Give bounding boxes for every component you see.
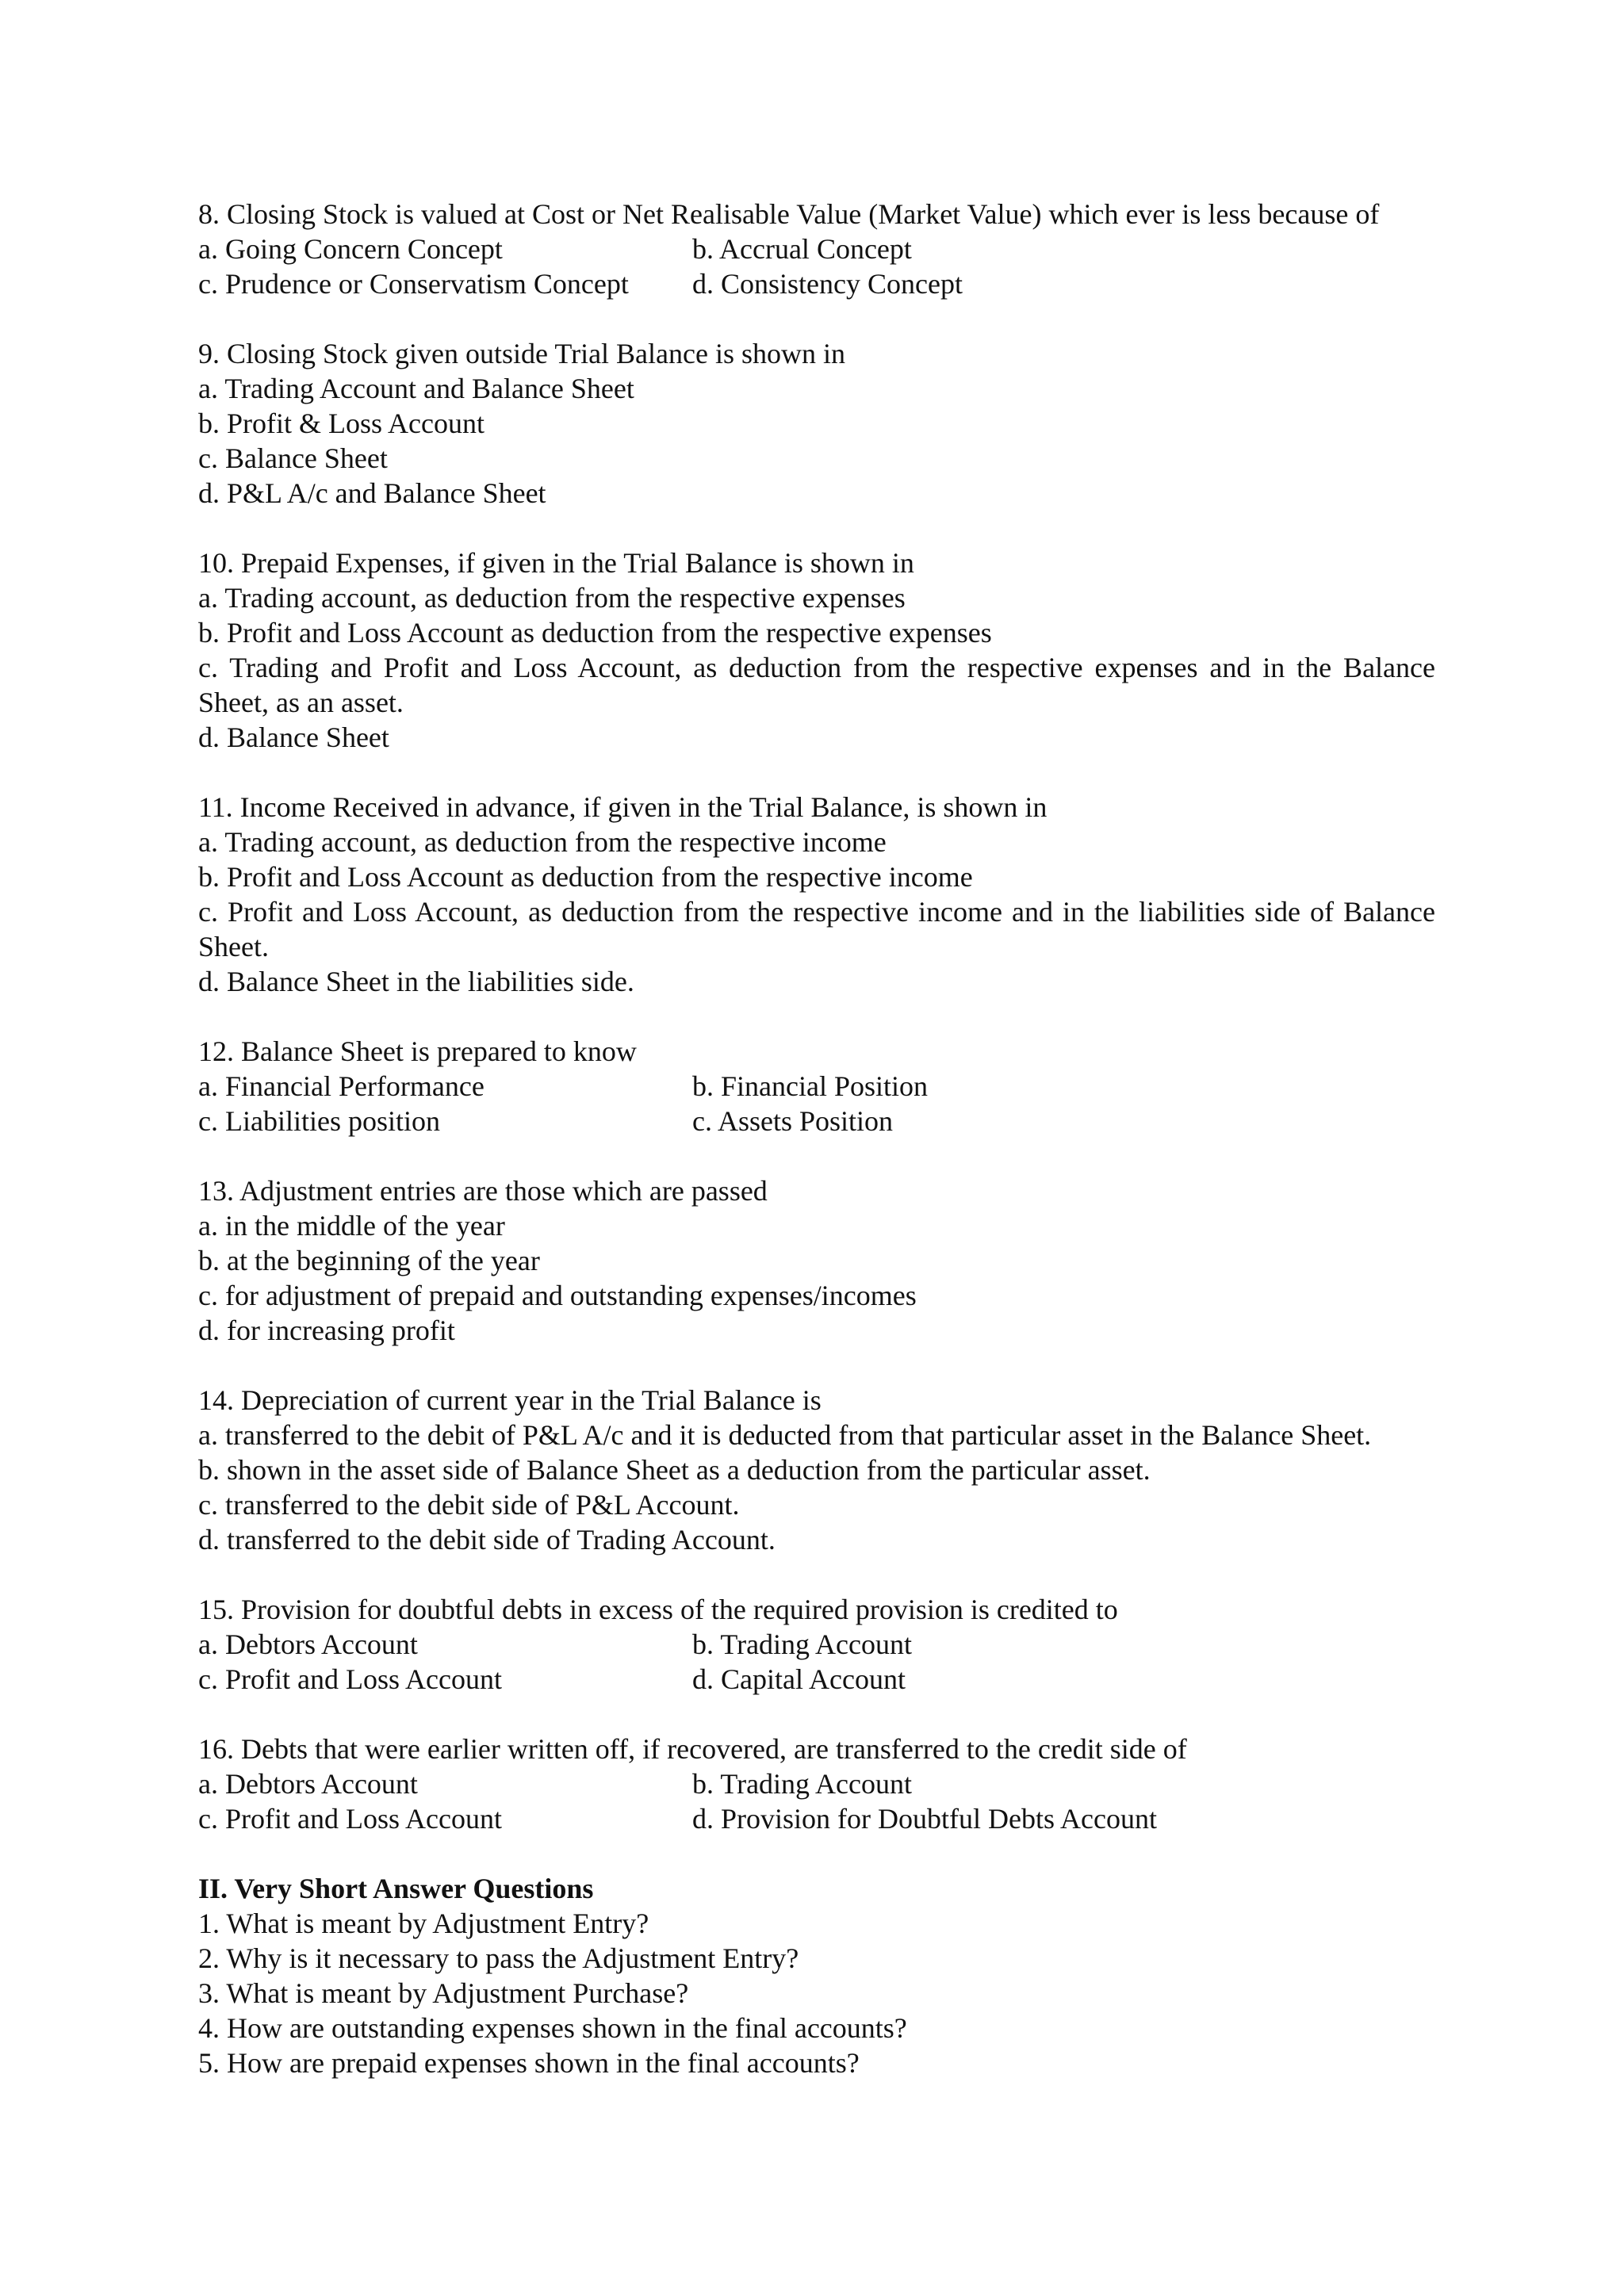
option-a: a. Debtors Account bbox=[198, 1628, 418, 1660]
option-a: a. Trading account, as deduction from the respective income bbox=[198, 826, 887, 858]
option-b: b. Profit and Loss Account as deduction from the respective expenses bbox=[198, 617, 992, 649]
section-very-short-answers bbox=[198, 1871, 1435, 2080]
options-grid bbox=[198, 232, 1435, 301]
option-b: b. Profit & Loss Account bbox=[198, 408, 485, 439]
option-a: a. Trading Account and Balance Sheet bbox=[198, 373, 634, 404]
option-d: d. Consistency Concept bbox=[692, 268, 963, 300]
question-stem: 10. Prepaid Expenses, if given in the Trial Balance is shown in bbox=[198, 547, 914, 579]
option-c: c. Profit and Loss Account bbox=[198, 1663, 502, 1695]
short-question: 3. What is meant by Adjustment Purchase? bbox=[198, 1977, 689, 2009]
option-c: c. Liabilities position bbox=[198, 1105, 440, 1137]
question-9 bbox=[198, 336, 1435, 511]
option-a: a. transferred to the debit of P&L A/c and it is deducted from that particular asset in the Balance Sheet. bbox=[198, 1419, 1372, 1451]
options-grid bbox=[198, 1766, 1435, 1836]
question-14 bbox=[198, 1383, 1435, 1557]
section-heading: II. Very Short Answer Questions bbox=[198, 1873, 594, 1904]
question-stem: 13. Adjustment entries are those which are passed bbox=[198, 1175, 768, 1207]
option-b: b. shown in the asset side of Balance Sheet as a deduction from the particular asset. bbox=[198, 1454, 1151, 1486]
short-question: 2. Why is it necessary to pass the Adjustment Entry? bbox=[198, 1942, 799, 1974]
option-b: b. Financial Position bbox=[692, 1070, 928, 1102]
question-stem: 11. Income Received in advance, if given in the Trial Balance, is shown in bbox=[198, 791, 1048, 823]
option-d: d. for increasing profit bbox=[198, 1314, 455, 1346]
question-16 bbox=[198, 1732, 1435, 1836]
option-b: b. Trading Account bbox=[692, 1628, 913, 1660]
options-grid bbox=[198, 1069, 1435, 1138]
option-c: c. Trading and Profit and Loss Account, as deduction from the respective expenses and in the Balance Sheet, as an asset. bbox=[198, 652, 1435, 718]
short-question: 1. What is meant by Adjustment Entry? bbox=[198, 1908, 649, 1939]
option-d: d. Provision for Doubtful Debts Account bbox=[692, 1803, 1157, 1835]
question-15 bbox=[198, 1592, 1435, 1697]
question-stem: 12. Balance Sheet is prepared to know bbox=[198, 1035, 637, 1067]
question-stem: 8. Closing Stock is valued at Cost or Net Realisable Value (Market Value) which ever is less because of bbox=[198, 198, 1380, 230]
option-c: c. Profit and Loss Account, as deduction from the respective income and in the liabilities side of Balance Sheet. bbox=[198, 896, 1435, 962]
document-page bbox=[198, 197, 1435, 2080]
option-d: d. transferred to the debit side of Trading Account. bbox=[198, 1524, 776, 1556]
option-d: d. Capital Account bbox=[692, 1663, 906, 1695]
question-stem: 15. Provision for doubtful debts in excess of the required provision is credited to bbox=[198, 1594, 1118, 1625]
option-a: a. Trading account, as deduction from the respective expenses bbox=[198, 582, 906, 614]
option-c: c. for adjustment of prepaid and outstanding expenses/incomes bbox=[198, 1280, 917, 1311]
option-a: a. Going Concern Concept bbox=[198, 233, 503, 265]
question-10 bbox=[198, 545, 1435, 755]
option-b: b. Trading Account bbox=[692, 1768, 913, 1800]
option-c-second: c. Assets Position bbox=[692, 1105, 894, 1137]
option-a: a. in the middle of the year bbox=[198, 1210, 505, 1242]
option-d: d. P&L A/c and Balance Sheet bbox=[198, 477, 546, 509]
question-stem: 16. Debts that were earlier written off, if recovered, are transferred to the credit side of bbox=[198, 1733, 1187, 1765]
question-12 bbox=[198, 1034, 1435, 1138]
option-b: b. Accrual Concept bbox=[692, 233, 912, 265]
option-c: c. Prudence or Conservatism Concept bbox=[198, 268, 629, 300]
question-stem: 9. Closing Stock given outside Trial Balance is shown in bbox=[198, 338, 845, 369]
option-d: d. Balance Sheet in the liabilities side. bbox=[198, 966, 634, 997]
option-b: b. at the beginning of the year bbox=[198, 1245, 540, 1276]
question-8 bbox=[198, 197, 1435, 301]
option-c: c. Balance Sheet bbox=[198, 442, 388, 474]
question-13 bbox=[198, 1173, 1435, 1348]
option-a: a. Debtors Account bbox=[198, 1768, 418, 1800]
question-11 bbox=[198, 790, 1435, 999]
option-c: c. Profit and Loss Account bbox=[198, 1803, 502, 1835]
option-c: c. transferred to the debit side of P&L Account. bbox=[198, 1489, 740, 1521]
option-b: b. Profit and Loss Account as deduction from the respective income bbox=[198, 861, 973, 893]
options-grid bbox=[198, 1627, 1435, 1697]
short-question: 5. How are prepaid expenses shown in the final accounts? bbox=[198, 2047, 860, 2079]
question-stem: 14. Depreciation of current year in the Trial Balance is bbox=[198, 1384, 822, 1416]
option-d: d. Balance Sheet bbox=[198, 721, 389, 753]
option-a: a. Financial Performance bbox=[198, 1070, 485, 1102]
short-question: 4. How are outstanding expenses shown in the final accounts? bbox=[198, 2012, 907, 2044]
